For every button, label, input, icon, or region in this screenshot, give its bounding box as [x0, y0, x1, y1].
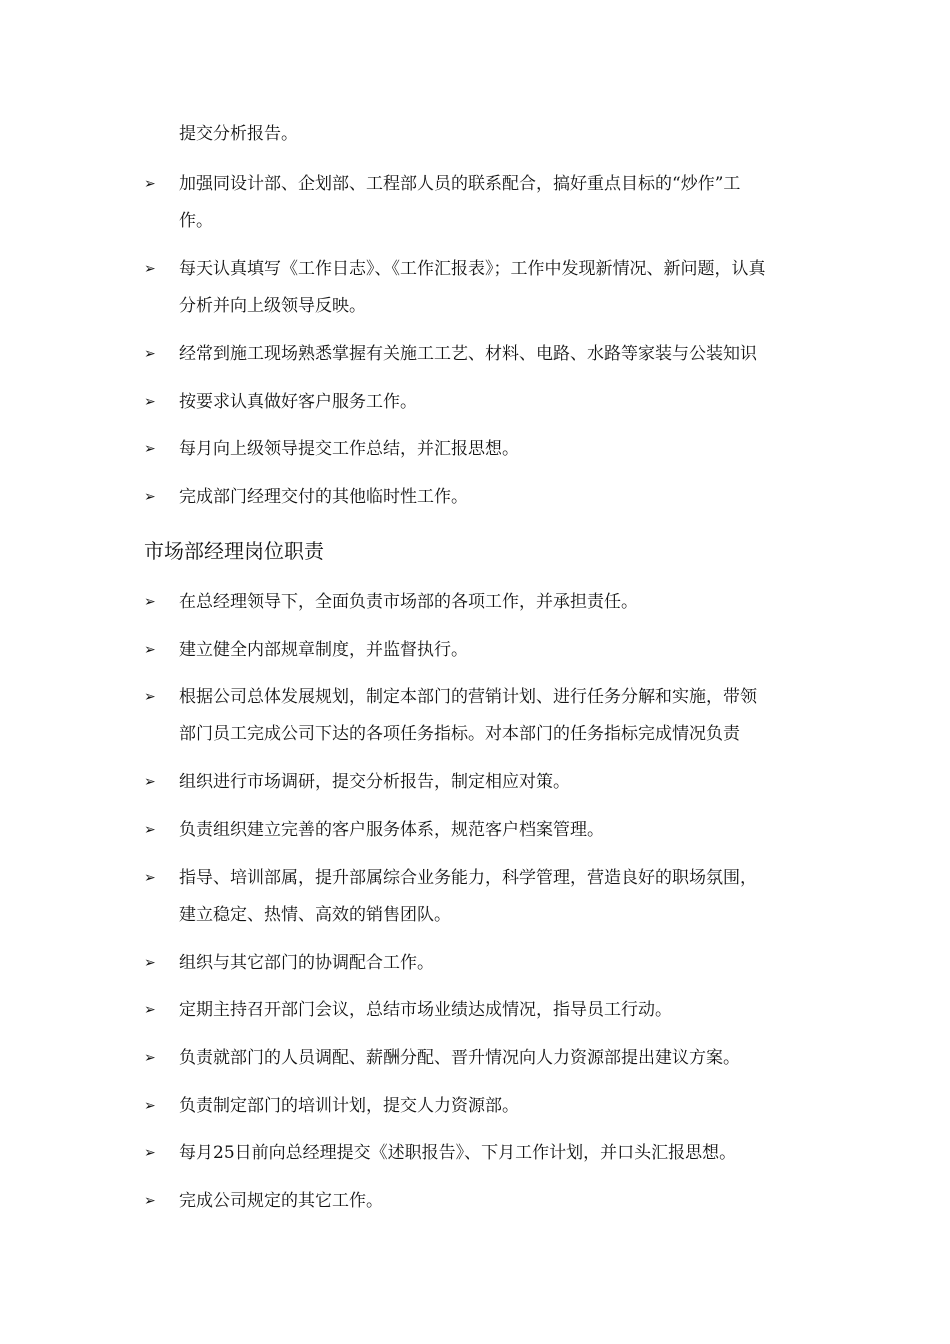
item-text-line: 在总经理领导下，全面负责市场部的各项工作，并承担责任。: [179, 592, 638, 612]
item-text-line: 完成公司规定的其它工作。: [179, 1191, 383, 1211]
arrow-bullet-icon: ➢: [144, 1002, 156, 1018]
arrow-bullet-icon: ➢: [144, 346, 156, 362]
item-text-line: 每天认真填写《工作日志》、《工作汇报表》；工作中发现新情况、新问题，认真: [179, 259, 766, 279]
arrow-bullet-icon: ➢: [144, 689, 156, 705]
item-text: [179, 437, 819, 474]
continuation-line: 提交分析报告。: [179, 124, 298, 144]
arrow-bullet-icon: ➢: [144, 822, 156, 838]
item-text-line: 按要求认真做好客户服务工作。: [179, 392, 417, 412]
item-text-line: 定期主持召开部门会议，总结市场业绩达成情况，指导员工行动。: [179, 1000, 672, 1020]
arrow-bullet-icon: ➢: [144, 489, 156, 505]
item-text-line: 部门员工完成公司下达的各项任务指标。对本部门的任务指标完成情况负责: [179, 724, 740, 744]
arrow-bullet-icon: ➢: [144, 955, 156, 971]
item-text: [179, 257, 819, 331]
arrow-bullet-icon: ➢: [144, 176, 156, 192]
arrow-bullet-icon: ➢: [144, 1193, 156, 1209]
item-text: [179, 818, 819, 855]
item-text: [179, 770, 819, 807]
item-text: [179, 638, 819, 675]
item-text-line: 完成部门经理交付的其他临时性工作。: [179, 487, 468, 507]
arrow-bullet-icon: ➢: [144, 642, 156, 658]
arrow-bullet-icon: ➢: [144, 594, 156, 610]
item-text-line: 每月25日前向总经理提交《述职报告》、下月工作计划，并口头汇报思想。: [179, 1143, 737, 1163]
item-text-line: 组织与其它部门的协调配合工作。: [179, 953, 434, 973]
item-text: [179, 685, 819, 759]
item-text-line: 加强同设计部、企划部、工程部人员的联系配合，搞好重点目标的“炒作”工: [179, 174, 741, 194]
item-text-line: 负责组织建立完善的客户服务体系，规范客户档案管理。: [179, 820, 604, 840]
arrow-bullet-icon: ➢: [144, 261, 156, 277]
item-text: [179, 1141, 819, 1178]
item-text: [179, 1046, 819, 1083]
item-text: [179, 1094, 819, 1131]
item-text-line: 组织进行市场调研，提交分析报告，制定相应对策。: [179, 772, 570, 792]
item-text: [179, 390, 819, 427]
item-text: [179, 1189, 819, 1226]
item-text: [179, 485, 819, 522]
item-text-line: 经常到施工现场熟悉掌握有关施工工艺、材料、电路、水路等家装与公装知识: [179, 344, 757, 364]
item-text: [179, 342, 819, 379]
item-text: [179, 866, 819, 940]
item-text: [179, 590, 819, 627]
item-text: [179, 172, 819, 246]
item-text-line: 负责就部门的人员调配、薪酬分配、晋升情况向人力资源部提出建议方案。: [179, 1048, 740, 1068]
arrow-bullet-icon: ➢: [144, 870, 156, 886]
arrow-bullet-icon: ➢: [144, 1050, 156, 1066]
item-text-line: 建立稳定、热情、高效的销售团队。: [179, 905, 451, 925]
item-text: [179, 951, 819, 988]
item-text: [179, 998, 819, 1035]
arrow-bullet-icon: ➢: [144, 1145, 156, 1161]
item-text-line: 负责制定部门的培训计划，提交人力资源部。: [179, 1096, 519, 1116]
item-text-line: 分析并向上级领导反映。: [179, 296, 366, 316]
item-text-line: 每月向上级领导提交工作总结，并汇报思想。: [179, 439, 519, 459]
item-text-line: 作。: [179, 211, 213, 231]
section-heading: 市场部经理岗位职责: [144, 539, 324, 563]
arrow-bullet-icon: ➢: [144, 1098, 156, 1114]
arrow-bullet-icon: ➢: [144, 774, 156, 790]
item-text-line: 建立健全内部规章制度，并监督执行。: [179, 640, 468, 660]
arrow-bullet-icon: ➢: [144, 441, 156, 457]
arrow-bullet-icon: ➢: [144, 394, 156, 410]
item-text-line: 根据公司总体发展规划，制定本部门的营销计划、进行任务分解和实施，带领: [179, 687, 757, 707]
item-text-line: 指导、培训部属，提升部属综合业务能力，科学管理，营造良好的职场氛围，: [179, 868, 757, 888]
